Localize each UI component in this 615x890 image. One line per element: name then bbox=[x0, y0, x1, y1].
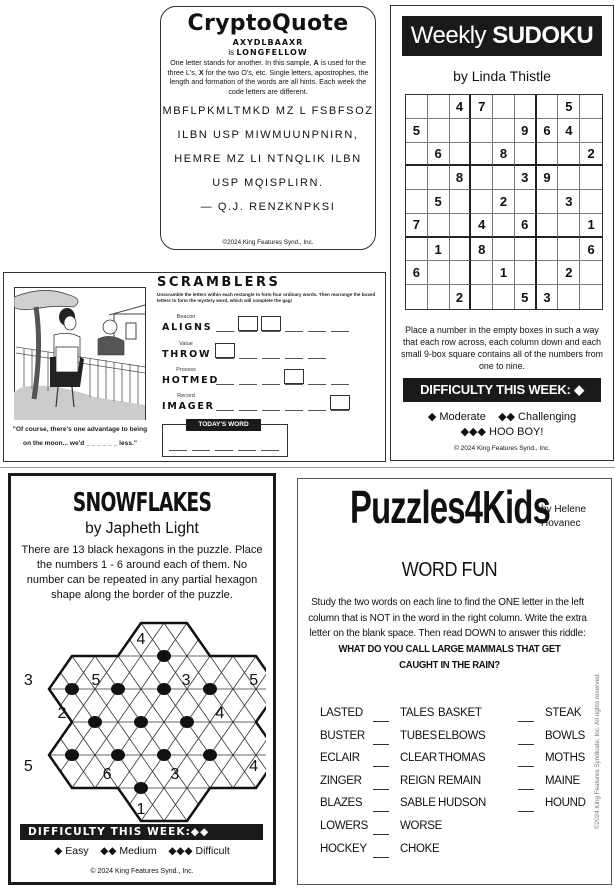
given-number: 4 bbox=[249, 757, 259, 775]
sudoku-cell[interactable]: 6 bbox=[515, 214, 537, 238]
sudoku-cell[interactable] bbox=[428, 119, 450, 143]
sudoku-cell[interactable]: 8 bbox=[493, 143, 515, 167]
cryptoquote-copyright: ©2024 King Features Synd., Inc. bbox=[222, 239, 314, 246]
given-number: 5 bbox=[91, 672, 101, 690]
cryptoquote-desc-a: A bbox=[313, 58, 319, 67]
sudoku-cell[interactable]: 3 bbox=[537, 285, 559, 309]
sudoku-cell[interactable]: 4 bbox=[558, 119, 580, 143]
scrambler-clue: Process bbox=[176, 367, 196, 373]
black-hexagon bbox=[203, 683, 217, 695]
grid-line bbox=[185, 618, 266, 828]
section-divider bbox=[0, 467, 615, 468]
scrambler-letter-blank[interactable] bbox=[216, 409, 234, 411]
sudoku-cell[interactable] bbox=[471, 119, 493, 143]
grid-line bbox=[16, 618, 235, 828]
answer-blank[interactable] bbox=[373, 834, 389, 835]
sudoku-cell[interactable] bbox=[406, 95, 428, 119]
snowflakes-level-medium: ◆◆ Medium bbox=[100, 845, 157, 857]
cartoon-caption-line-1: "Of course, there's one advantage to being bbox=[12, 426, 148, 433]
grid-line bbox=[162, 618, 266, 828]
sudoku-cell[interactable]: 4 bbox=[450, 95, 472, 119]
sudoku-cell[interactable]: 5 bbox=[428, 190, 450, 214]
answer-blank[interactable] bbox=[373, 766, 389, 767]
sudoku-cell[interactable]: 1 bbox=[580, 214, 602, 238]
word-left: REMAIN bbox=[438, 774, 481, 787]
sudoku-cell[interactable]: 4 bbox=[471, 214, 493, 238]
sudoku-cell[interactable] bbox=[515, 190, 537, 214]
cryptoquote-sample-code: AXYDLBAAXR bbox=[232, 38, 304, 47]
todays-word-blank[interactable] bbox=[238, 449, 256, 451]
cryptoquote-description bbox=[167, 58, 369, 96]
scramblers-instructions: Unscramble the letters within each rectangle to form four ordinary words. Then rearrange the boxed letters to form the mystery word, which will complete the gag! bbox=[157, 292, 376, 304]
puzzles4kids-panel bbox=[297, 478, 612, 885]
sudoku-cell[interactable] bbox=[558, 238, 580, 262]
cryptoquote-panel bbox=[160, 6, 376, 250]
scrambler-letter-blank[interactable] bbox=[216, 330, 234, 332]
given-number: 4 bbox=[215, 705, 225, 723]
sudoku-cell[interactable] bbox=[580, 95, 602, 119]
black-hexagon bbox=[134, 716, 148, 728]
sudoku-cell[interactable]: 5 bbox=[558, 95, 580, 119]
grid-line bbox=[16, 618, 74, 828]
scrambler-word: THROW bbox=[162, 349, 212, 360]
snowflakes-difficulty-banner: DIFFICULTY THIS WEEK:◆◆ bbox=[20, 824, 263, 840]
word-right: CHOKE bbox=[400, 842, 440, 855]
sudoku-cell[interactable] bbox=[580, 190, 602, 214]
word-left: BASKET bbox=[438, 707, 482, 719]
sudoku-cell[interactable]: 5 bbox=[406, 119, 428, 143]
sudoku-cell[interactable] bbox=[428, 261, 450, 285]
sudoku-cell[interactable]: 1 bbox=[428, 238, 450, 262]
scrambler-letter-blank[interactable] bbox=[239, 357, 257, 359]
snowflakes-title: SNOWFLAKES bbox=[72, 488, 212, 518]
sudoku-cell[interactable] bbox=[471, 166, 493, 190]
sudoku-cell[interactable]: 6 bbox=[580, 238, 602, 262]
sudoku-cell[interactable]: 9 bbox=[515, 119, 537, 143]
scrambler-letter-blank[interactable] bbox=[308, 409, 326, 411]
scrambler-letter-blank[interactable] bbox=[216, 383, 234, 385]
grid-line bbox=[47, 618, 266, 828]
sudoku-byline: by Linda Thistle bbox=[453, 68, 551, 84]
cryptoquote-desc-x: X bbox=[198, 67, 204, 77]
sudoku-cell[interactable] bbox=[580, 261, 602, 285]
scrambler-letter-blank[interactable] bbox=[239, 409, 257, 411]
word-left: HOCKEY bbox=[320, 842, 367, 855]
sudoku-cell[interactable] bbox=[493, 119, 515, 143]
sudoku-grid bbox=[405, 94, 603, 310]
cryptoquote-desc-part: for the two O's, etc. Single letters, apostrophes, the length and formation of the words are all hints. Each week the code letters are different. bbox=[169, 67, 369, 96]
scrambler-letter-blank[interactable] bbox=[331, 383, 349, 385]
sudoku-cell[interactable] bbox=[493, 166, 515, 190]
todays-word-blank[interactable] bbox=[215, 449, 233, 451]
scrambler-letter-blank[interactable] bbox=[308, 330, 326, 332]
answer-blank[interactable] bbox=[518, 811, 534, 812]
sudoku-copyright: © 2024 King Features Synd., Inc. bbox=[454, 445, 550, 452]
scrambler-letter-blank[interactable] bbox=[262, 383, 280, 385]
sudoku-cell[interactable] bbox=[428, 285, 450, 309]
scrambler-boxed-letter[interactable] bbox=[215, 343, 235, 358]
scrambler-letter-blank[interactable] bbox=[262, 357, 280, 359]
sudoku-cell[interactable] bbox=[558, 214, 580, 238]
sudoku-level-hoo-boy: ◆◆◆ HOO BOY! bbox=[460, 426, 544, 438]
sudoku-cell[interactable] bbox=[406, 238, 428, 262]
scramblers-cartoon-image bbox=[14, 287, 146, 420]
scrambler-boxed-letter[interactable] bbox=[330, 395, 350, 410]
cryptoquote-line: USP MQISPLIRN. bbox=[212, 177, 324, 189]
sudoku-cell[interactable] bbox=[471, 261, 493, 285]
black-hexagon bbox=[88, 716, 102, 728]
word-right: REIGN bbox=[400, 774, 435, 787]
scrambler-letter-blank[interactable] bbox=[308, 383, 326, 385]
sudoku-difficulty-banner: DIFFICULTY THIS WEEK: ◆ bbox=[403, 378, 601, 402]
sudoku-cell[interactable] bbox=[558, 166, 580, 190]
black-hexagon bbox=[111, 749, 125, 761]
scrambler-letter-blank[interactable] bbox=[285, 357, 303, 359]
grid-line bbox=[16, 618, 97, 828]
puzzles4kids-riddle: WHAT DO YOU CALL LARGE MAMMALS THAT GET CAUGHT IN THE RAIN? bbox=[338, 644, 561, 671]
sudoku-cell[interactable] bbox=[558, 285, 580, 309]
sudoku-cell[interactable] bbox=[537, 238, 559, 262]
puzzles4kids-subtitle: WORD FUN bbox=[401, 559, 498, 581]
given-number: 6 bbox=[102, 766, 112, 784]
sudoku-level-moderate: ◆ Moderate bbox=[427, 411, 486, 423]
cryptoquote-line: MBFLPKMLTMKD MZ L FSBFSOZ bbox=[162, 105, 374, 117]
black-hexagon bbox=[111, 683, 125, 695]
cryptoquote-line: HEMRE MZ LI NTNQLIK ILBN bbox=[174, 153, 362, 165]
word-left: HUDSON bbox=[438, 797, 487, 810]
sudoku-cell[interactable] bbox=[493, 238, 515, 262]
sudoku-cell[interactable]: 2 bbox=[558, 261, 580, 285]
sudoku-cell[interactable] bbox=[558, 143, 580, 167]
sudoku-cell[interactable] bbox=[406, 143, 428, 167]
sudoku-cell[interactable]: 5 bbox=[515, 285, 537, 309]
sudoku-cell[interactable] bbox=[471, 143, 493, 167]
sudoku-cell[interactable] bbox=[471, 285, 493, 309]
cryptoquote-author: — Q.J. RENZKNPKSI bbox=[200, 201, 336, 213]
black-hexagon bbox=[203, 749, 217, 761]
word-left: THOMAS bbox=[438, 752, 486, 765]
word-left: LOWERS bbox=[320, 820, 369, 832]
scramblers-panel bbox=[3, 272, 386, 462]
scrambler-boxed-letter[interactable] bbox=[284, 369, 304, 384]
puzzles4kids-byline-2: Hovanec bbox=[541, 518, 581, 529]
scrambler-letter-blank[interactable] bbox=[285, 409, 303, 411]
given-number: 4 bbox=[136, 630, 146, 648]
cryptoquote-desc-part: One letter stands for another. In this sample, bbox=[170, 58, 312, 67]
answer-blank[interactable] bbox=[373, 789, 389, 790]
sudoku-cell[interactable] bbox=[406, 166, 428, 190]
given-number: 5 bbox=[23, 757, 33, 775]
grid-line bbox=[162, 618, 266, 828]
sudoku-cell[interactable]: 6 bbox=[428, 143, 450, 167]
cartoon-caption-line-2: on the moon... we'd _ _ _ _ _ _ less." bbox=[23, 440, 137, 447]
scrambler-letter-blank[interactable] bbox=[262, 409, 280, 411]
puzzles4kids-byline bbox=[541, 503, 586, 531]
sudoku-cell[interactable] bbox=[493, 285, 515, 309]
answer-blank[interactable] bbox=[518, 721, 534, 722]
sudoku-cell[interactable] bbox=[406, 190, 428, 214]
word-right: SABLE bbox=[400, 797, 436, 810]
sudoku-level-challenging: ◆◆ Challenging bbox=[498, 411, 577, 423]
sudoku-cell[interactable] bbox=[450, 119, 472, 143]
answer-blank[interactable] bbox=[373, 721, 389, 722]
sudoku-cell[interactable] bbox=[450, 261, 472, 285]
sudoku-cell[interactable]: 6 bbox=[537, 119, 559, 143]
word-right: MOTHS bbox=[545, 752, 586, 765]
sudoku-panel bbox=[390, 5, 614, 461]
given-number: 1 bbox=[136, 800, 146, 818]
puzzles4kids-logo: Puzzles4Kids bbox=[350, 481, 551, 533]
sudoku-cell[interactable] bbox=[450, 190, 472, 214]
scrambler-word: HOTMED bbox=[162, 375, 220, 386]
snowflakes-panel bbox=[8, 473, 276, 885]
word-right: TUBES bbox=[400, 729, 437, 742]
sudoku-cell[interactable] bbox=[515, 95, 537, 119]
answer-blank[interactable] bbox=[518, 766, 534, 767]
sudoku-instructions: Place a number in the empty boxes in such a way that each row across, each column down and each small 9-box square contains all of the numbers from one to nine. bbox=[401, 325, 603, 371]
answer-blank[interactable] bbox=[373, 857, 389, 858]
grid-line bbox=[185, 618, 266, 828]
answer-blank[interactable] bbox=[373, 811, 389, 812]
sudoku-cell[interactable] bbox=[515, 238, 537, 262]
snowflakes-level-easy: ◆ Easy bbox=[54, 845, 89, 857]
sudoku-cell[interactable] bbox=[580, 285, 602, 309]
sudoku-cell[interactable] bbox=[580, 166, 602, 190]
sudoku-cell[interactable] bbox=[450, 143, 472, 167]
sudoku-cell[interactable] bbox=[537, 95, 559, 119]
sudoku-cell[interactable]: 3 bbox=[515, 166, 537, 190]
puzzles4kids-byline-1: by Helene bbox=[541, 504, 587, 515]
word-right: STEAK bbox=[545, 707, 582, 719]
sudoku-cell[interactable] bbox=[537, 143, 559, 167]
given-number: 3 bbox=[181, 672, 191, 690]
sudoku-cell[interactable] bbox=[406, 285, 428, 309]
sudoku-cell[interactable]: 8 bbox=[471, 238, 493, 262]
word-left: LASTED bbox=[320, 707, 363, 719]
answer-blank[interactable] bbox=[518, 789, 534, 790]
black-hexagon bbox=[180, 716, 194, 728]
scrambler-boxed-letter[interactable] bbox=[261, 316, 281, 331]
scrambler-word: IMAGER bbox=[162, 401, 215, 412]
scrambler-letter-blank[interactable] bbox=[331, 330, 349, 332]
word-right: TALES bbox=[400, 707, 435, 719]
sudoku-cell[interactable] bbox=[450, 238, 472, 262]
sudoku-cell[interactable] bbox=[537, 190, 559, 214]
cryptoquote-sample-answer: LONGFELLOW bbox=[236, 48, 308, 57]
grid-line bbox=[47, 618, 266, 828]
black-hexagon bbox=[157, 683, 171, 695]
word-right: WORSE bbox=[400, 820, 442, 832]
word-right: HOUND bbox=[545, 797, 586, 810]
cryptoquote-line: ILBN USP MIWMUUNPNIRN, bbox=[177, 129, 359, 141]
word-left: BUSTER bbox=[320, 729, 365, 742]
snowflakes-difficulty-legend bbox=[11, 845, 273, 857]
cryptoquote-title: CryptoQuote bbox=[187, 11, 349, 36]
given-number: 5 bbox=[249, 672, 259, 690]
sudoku-cell[interactable] bbox=[580, 119, 602, 143]
grid-line bbox=[16, 618, 120, 828]
todays-word-blank[interactable] bbox=[169, 449, 187, 451]
sudoku-cell[interactable] bbox=[493, 214, 515, 238]
snowflakes-byline: by Japheth Light bbox=[85, 520, 199, 537]
cryptoquote-sample-line bbox=[161, 48, 375, 57]
sudoku-cell[interactable]: 2 bbox=[580, 143, 602, 167]
answer-blank[interactable] bbox=[518, 744, 534, 745]
sudoku-cell[interactable]: 2 bbox=[493, 190, 515, 214]
snowflakes-copyright: © 2024 King Features Synd., Inc. bbox=[90, 868, 194, 875]
todays-word-blank[interactable] bbox=[192, 449, 210, 451]
sudoku-cell[interactable] bbox=[515, 143, 537, 167]
cryptoquote-desc-part: is used for the three L's, bbox=[167, 58, 366, 77]
word-left: BLAZES bbox=[320, 797, 363, 810]
snowflakes-level-difficult: ◆◆◆ Difficult bbox=[168, 845, 230, 857]
word-right: BOWLS bbox=[545, 729, 586, 742]
cryptoquote-sample-is: is bbox=[228, 48, 235, 57]
sudoku-cell[interactable]: 8 bbox=[450, 166, 472, 190]
black-hexagon bbox=[65, 683, 79, 695]
word-left: ELBOWS bbox=[438, 729, 486, 742]
sudoku-cell[interactable]: 7 bbox=[406, 214, 428, 238]
scrambler-clue: Beacon bbox=[176, 314, 196, 320]
snowflakes-instructions: There are 13 black hexagons in the puzzle. Place the numbers 1 - 6 around each of them. No number can be repeated in any partial hexagon shape along the border of the puzzle. bbox=[21, 544, 263, 601]
scramblers-title: SCRAMBLERS bbox=[157, 275, 281, 290]
sudoku-cell[interactable] bbox=[515, 261, 537, 285]
black-hexagon bbox=[157, 650, 171, 662]
given-number: 3 bbox=[23, 672, 33, 690]
sudoku-cell[interactable] bbox=[450, 214, 472, 238]
sudoku-cell[interactable] bbox=[537, 214, 559, 238]
puzzles4kids-vertical-copyright: ©2024 King Features Syndicate, Inc. All rights reserved. bbox=[594, 672, 601, 829]
sudoku-cell[interactable] bbox=[428, 95, 450, 119]
grid-line bbox=[16, 618, 74, 828]
sudoku-difficulty-legend bbox=[391, 410, 613, 440]
word-left: ZINGER bbox=[320, 774, 362, 787]
black-hexagon bbox=[157, 749, 171, 761]
sudoku-title-banner bbox=[402, 16, 602, 56]
sudoku-title-bold: SUDOKU bbox=[492, 22, 594, 49]
given-number: 3 bbox=[170, 766, 180, 784]
sudoku-cell[interactable] bbox=[428, 166, 450, 190]
sudoku-cell[interactable] bbox=[537, 261, 559, 285]
scrambler-clue: Value bbox=[179, 341, 193, 347]
word-right: CLEAR bbox=[400, 752, 437, 765]
sudoku-cell[interactable]: 7 bbox=[471, 95, 493, 119]
grid-line bbox=[16, 618, 120, 828]
sudoku-cell[interactable]: 9 bbox=[537, 166, 559, 190]
answer-blank[interactable] bbox=[373, 744, 389, 745]
puzzles4kids-instructions: Study the two words on each line to find the ONE letter in the left column that is NOT in the word in the right column. Write the extra letter on the blank space. Then read DOWN to answer this riddle: bbox=[308, 597, 587, 639]
todays-word-blank[interactable] bbox=[261, 449, 279, 451]
word-right: MAINE bbox=[545, 774, 580, 787]
black-hexagon bbox=[65, 749, 79, 761]
sudoku-cell[interactable] bbox=[428, 214, 450, 238]
sudoku-cell[interactable] bbox=[493, 95, 515, 119]
sudoku-cell[interactable] bbox=[471, 190, 493, 214]
sudoku-cell[interactable]: 1 bbox=[493, 261, 515, 285]
scrambler-clue: Record bbox=[177, 393, 195, 399]
scrambler-letter-blank[interactable] bbox=[285, 330, 303, 332]
scrambler-boxed-letter[interactable] bbox=[238, 316, 258, 331]
word-left: ECLAIR bbox=[320, 752, 360, 765]
snowflakes-puzzle-grid bbox=[16, 618, 266, 828]
sudoku-title-light: Weekly bbox=[410, 22, 493, 49]
grid-line bbox=[16, 618, 235, 828]
scrambler-letter-blank[interactable] bbox=[239, 383, 257, 385]
todays-word-label: TODAY'S WORD bbox=[186, 419, 261, 431]
sudoku-cell[interactable]: 2 bbox=[450, 285, 472, 309]
black-hexagon bbox=[134, 782, 148, 794]
grid-line bbox=[16, 618, 97, 828]
sudoku-cell[interactable]: 6 bbox=[406, 261, 428, 285]
given-number: 2 bbox=[57, 705, 67, 723]
scrambler-word: ALIGNS bbox=[162, 322, 213, 333]
sudoku-cell[interactable]: 3 bbox=[558, 190, 580, 214]
scrambler-letter-blank[interactable] bbox=[308, 357, 326, 359]
